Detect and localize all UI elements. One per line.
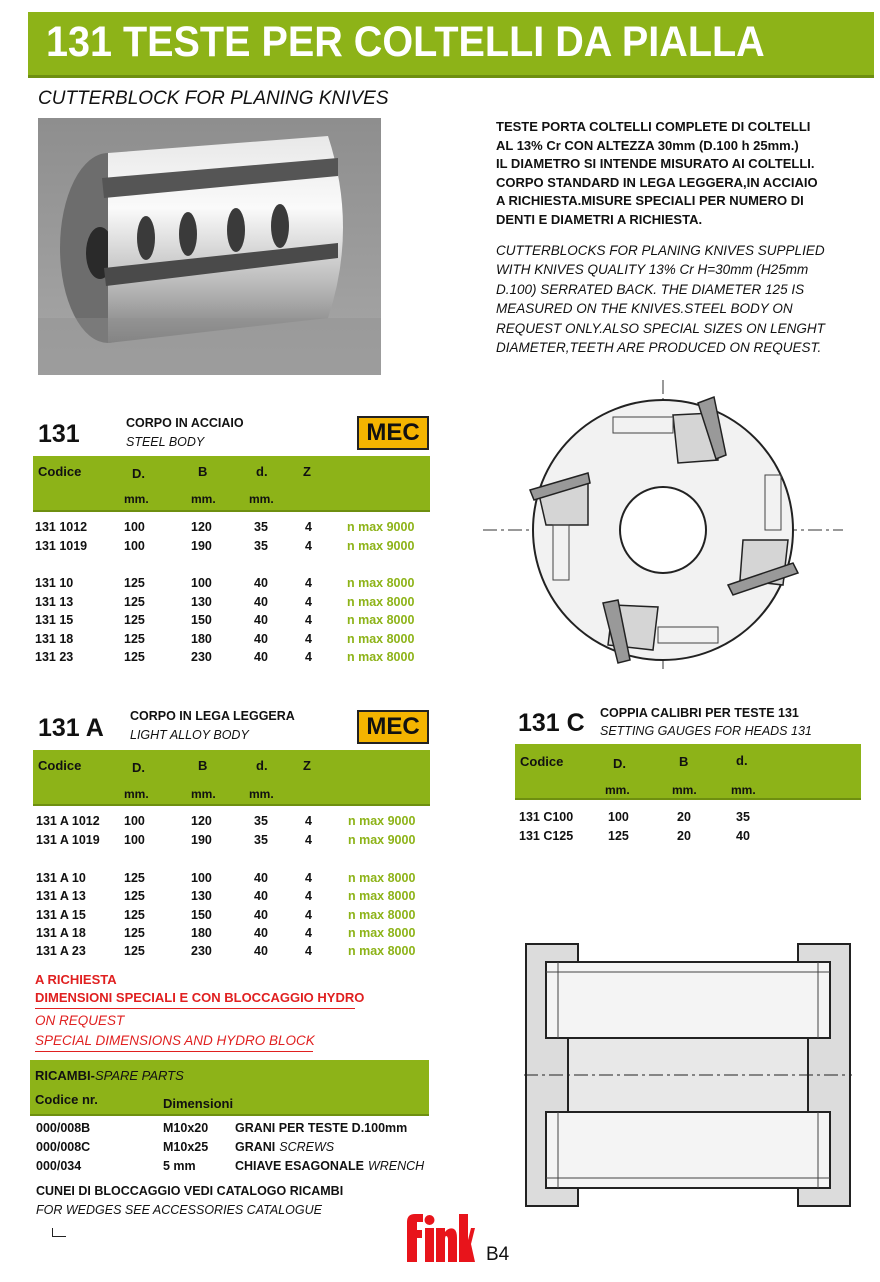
table-row	[0, 539, 860, 557]
col-dimensions: Dimensioni	[163, 1096, 234, 1111]
unit-diameter: mm.	[124, 492, 149, 506]
section-131a-code: 131 A	[38, 714, 104, 742]
cell-value: 35	[254, 833, 268, 847]
cell-code: 131 13	[35, 595, 74, 609]
cell-value: 4	[305, 520, 312, 534]
cell-code: 131 A 23	[36, 944, 86, 958]
cell-value: 40	[254, 944, 268, 958]
cell-value: 125	[124, 595, 145, 609]
cell-desc-en: SCREWS	[279, 1140, 335, 1154]
cell-max-speed: n max 9000	[348, 814, 416, 828]
section-131a-body-en: LIGHT ALLOY BODY	[130, 728, 249, 742]
spare-parts-header	[30, 1060, 429, 1116]
cell-max-speed: n max 8000	[348, 944, 416, 958]
table-row	[0, 650, 860, 668]
section-131c-code: 131 C	[518, 709, 585, 737]
cell-value: 100	[124, 814, 145, 828]
section-131a-table-header	[33, 750, 430, 806]
cell-value: 125	[124, 926, 145, 940]
cell-code: 131 A 18	[36, 926, 86, 940]
cell-desc-en: WRENCH	[367, 1159, 425, 1173]
cell-description	[235, 1159, 424, 1173]
cell-value: 40	[254, 595, 268, 609]
unit-bore: mm.	[731, 783, 756, 797]
cell-code: 131 15	[35, 613, 74, 627]
cell-desc-it: GRANI	[235, 1140, 276, 1154]
product-photo	[38, 118, 381, 375]
unit-width: mm.	[191, 492, 216, 506]
page-subtitle: CUTTERBLOCK FOR PLANING KNIVES	[38, 88, 389, 109]
cell-code: 131 1012	[35, 520, 88, 534]
cell-dim: M10x25	[163, 1140, 209, 1154]
cell-value: 180	[191, 632, 212, 646]
cell-value: 125	[124, 871, 145, 885]
description-line: A RICHIESTA.MISURE SPECIALI PER NUMERO DI	[496, 193, 804, 209]
cell-code: 131 C125	[519, 829, 574, 843]
cell-desc-it: CHIAVE ESAGONALE	[235, 1159, 364, 1173]
divider	[35, 1051, 313, 1052]
cell-value: 125	[124, 944, 145, 958]
cell-value: 180	[191, 926, 212, 940]
col-width: B	[198, 464, 208, 479]
cell-value: 150	[191, 613, 212, 627]
spare-parts-title-en: SPARE PARTS	[94, 1068, 184, 1083]
unit-bore: mm.	[249, 492, 274, 506]
cell-value: 35	[254, 814, 268, 828]
cell-code: 131 10	[35, 576, 74, 590]
cell-value: 4	[305, 650, 312, 664]
table-row	[0, 632, 860, 650]
cell-code: 131 A 15	[36, 908, 86, 922]
on-request-en-2: SPECIAL DIMENSIONS AND HYDRO BLOCK	[35, 1033, 315, 1048]
description-line: CUTTERBLOCKS FOR PLANING KNIVES SUPPLIED	[496, 243, 825, 258]
cell-code: 131 23	[35, 650, 74, 664]
cell-description	[235, 1121, 411, 1135]
cell-value: 4	[305, 944, 312, 958]
cell-value: 120	[191, 814, 212, 828]
cell-value: 40	[254, 889, 268, 903]
cell-value: 125	[124, 889, 145, 903]
cell-code: 000/008C	[36, 1140, 91, 1154]
cell-value: 100	[124, 833, 145, 847]
section-131c-table-header	[515, 744, 861, 800]
cell-value: 125	[124, 576, 145, 590]
cell-desc-it: GRANI PER TESTE D.100mm	[235, 1121, 408, 1135]
page-number: B4	[486, 1244, 510, 1265]
wedges-note-en: FOR WEDGES SEE ACCESSORIES CATALOGUE	[36, 1203, 322, 1217]
cell-code: 131 18	[35, 632, 74, 646]
cell-value: 35	[736, 810, 750, 824]
table-row	[0, 829, 860, 847]
corner-mark	[52, 1228, 53, 1237]
section-131-code: 131	[38, 420, 80, 448]
col-width: B	[198, 758, 208, 773]
cell-value: 40	[254, 613, 268, 627]
cell-code: 000/034	[36, 1159, 82, 1173]
cell-value: 4	[305, 576, 312, 590]
cell-value: 130	[191, 889, 212, 903]
cell-code: 131 A 13	[36, 889, 86, 903]
col-diameter: D.	[132, 466, 145, 481]
table-row	[0, 613, 860, 631]
table-row	[0, 889, 860, 907]
col-bore: d.	[256, 758, 268, 773]
unit-diameter: mm.	[124, 787, 149, 801]
unit-width: mm.	[191, 787, 216, 801]
unit-width: mm.	[672, 783, 697, 797]
wedges-note-it: CUNEI DI BLOCCAGGIO VEDI CATALOGO RICAMBI	[36, 1184, 344, 1198]
cell-value: 125	[608, 829, 629, 843]
section-131c-title-en: SETTING GAUGES FOR HEADS 131	[600, 724, 812, 738]
cell-code: 131 A 10	[36, 871, 86, 885]
col-code: Codice nr.	[35, 1092, 98, 1107]
cell-code: 131 A 1012	[36, 814, 100, 828]
cell-max-speed: n max 8000	[348, 871, 416, 885]
cell-code: 131 1019	[35, 539, 88, 553]
cell-value: 40	[254, 926, 268, 940]
mec-badge: MEC	[357, 416, 429, 450]
cell-max-speed: n max 8000	[347, 595, 415, 609]
spare-parts-title	[35, 1068, 184, 1083]
cell-max-speed: n max 8000	[347, 632, 415, 646]
table-row	[0, 576, 860, 594]
spare-parts-title-it: RICAMBI-	[35, 1068, 95, 1083]
page-title: 131 TESTE PER COLTELLI DA PIALLA	[46, 18, 765, 66]
table-row	[0, 520, 860, 538]
col-diameter: D.	[132, 760, 145, 775]
page-header-bar	[28, 12, 874, 78]
section-131a-body-it: CORPO IN LEGA LEGGERA	[130, 709, 295, 723]
unit-bore: mm.	[249, 787, 274, 801]
cell-value: 4	[305, 539, 312, 553]
description-english	[496, 241, 836, 357]
description-line: TESTE PORTA COLTELLI COMPLETE DI COLTELLI	[496, 119, 811, 134]
cell-max-speed: n max 8000	[347, 650, 415, 664]
cutterblock-side-drawing	[524, 942, 852, 1208]
cell-max-speed: n max 8000	[347, 613, 415, 627]
col-code: Codice	[38, 758, 82, 773]
spare-part-row	[0, 1140, 500, 1158]
description-line: DENTI E DIAMETRI A RICHIESTA.	[496, 211, 703, 227]
unit-diameter: mm.	[605, 783, 630, 797]
description-line: CORPO STANDARD IN LEGA LEGGERA,IN ACCIAIO	[496, 174, 818, 190]
cell-value: 20	[677, 810, 691, 824]
table-row	[0, 810, 860, 828]
on-request-en-1: ON REQUEST	[35, 1013, 125, 1028]
col-width: B	[679, 754, 689, 769]
cell-value: 100	[191, 576, 212, 590]
on-request-it-1: A RICHIESTA	[35, 972, 117, 987]
section-131c-title-it: COPPIA CALIBRI PER TESTE 131	[600, 706, 799, 720]
description-italian	[496, 118, 836, 230]
cell-max-speed: n max 8000	[348, 889, 416, 903]
cell-value: 190	[191, 539, 212, 553]
cell-value: 4	[305, 595, 312, 609]
cell-value: 125	[124, 908, 145, 922]
cell-value: 100	[124, 539, 145, 553]
col-teeth: Z	[303, 758, 311, 773]
cell-description	[235, 1140, 334, 1154]
col-code: Codice	[520, 754, 564, 769]
cell-value: 190	[191, 833, 212, 847]
cell-value: 100	[608, 810, 629, 824]
cell-value: 4	[305, 632, 312, 646]
col-bore: d.	[256, 464, 268, 479]
cell-code: 000/008B	[36, 1121, 91, 1135]
cell-max-speed: n max 8000	[347, 576, 415, 590]
cell-value: 4	[305, 613, 312, 627]
cell-value: 40	[254, 576, 268, 590]
on-request-it-2: DIMENSIONI SPECIALI E CON BLOCCAGGIO HYDRO	[35, 990, 365, 1005]
brand-logo	[405, 1212, 475, 1264]
description-line: DIAMETER,TEETH ARE PRODUCED ON REQUEST.	[496, 340, 822, 356]
cell-value: 40	[254, 908, 268, 922]
cell-value: 100	[124, 520, 145, 534]
spare-part-row	[0, 1159, 500, 1177]
cell-dim: 5 mm	[163, 1159, 196, 1173]
cell-max-speed: n max 9000	[347, 539, 415, 553]
cell-value: 35	[254, 539, 268, 553]
cell-value: 40	[736, 829, 750, 843]
cell-value: 150	[191, 908, 212, 922]
cell-value: 4	[305, 908, 312, 922]
col-diameter: D.	[613, 756, 626, 771]
description-line: REQUEST ONLY.ALSO SPECIAL SIZES ON LENGHT	[496, 320, 825, 336]
cell-max-speed: n max 8000	[348, 908, 416, 922]
cell-value: 230	[191, 650, 212, 664]
section-131-table-header	[33, 456, 430, 512]
table-row	[0, 908, 860, 926]
description-line: WITH KNIVES QUALITY 13% Cr H=30mm (H25mm	[496, 262, 809, 278]
col-code: Codice	[38, 464, 82, 479]
cell-value: 40	[254, 632, 268, 646]
mec-badge: MEC	[357, 710, 429, 744]
cell-value: 40	[254, 650, 268, 664]
description-line: AL 13% Cr CON ALTEZZA 30mm (D.100 h 25mm.)	[496, 137, 799, 153]
table-row	[0, 871, 860, 889]
cell-value: 4	[305, 833, 312, 847]
section-131-body-en: STEEL BODY	[126, 435, 205, 449]
cell-value: 4	[305, 871, 312, 885]
cell-code: 131 C100	[519, 810, 574, 824]
cell-max-speed: n max 8000	[348, 926, 416, 940]
cell-max-speed: n max 9000	[347, 520, 415, 534]
corner-mark	[52, 1236, 66, 1237]
cell-value: 120	[191, 520, 212, 534]
section-131-body-it: CORPO IN ACCIAIO	[126, 416, 244, 430]
cell-value: 130	[191, 595, 212, 609]
table-row	[0, 595, 860, 613]
cell-value: 230	[191, 944, 212, 958]
cell-value: 4	[305, 926, 312, 940]
col-teeth: Z	[303, 464, 311, 479]
description-line: IL DIAMETRO SI INTENDE MISURATO AI COLTELLI.	[496, 156, 815, 172]
cell-value: 125	[124, 613, 145, 627]
cell-code: 131 A 1019	[36, 833, 100, 847]
cell-dim: M10x20	[163, 1121, 209, 1135]
cell-value: 125	[124, 632, 145, 646]
cell-value: 100	[191, 871, 212, 885]
cell-value: 35	[254, 520, 268, 534]
description-line: MEASURED ON THE KNIVES.STEEL BODY ON	[496, 301, 793, 317]
divider	[35, 1008, 355, 1009]
col-bore: d.	[736, 753, 748, 768]
cell-value: 125	[124, 650, 145, 664]
cell-value: 4	[305, 889, 312, 903]
cell-value: 40	[254, 871, 268, 885]
description-line: D.100) SERRATED BACK. THE DIAMETER 125 IS	[496, 281, 805, 297]
cell-value: 20	[677, 829, 691, 843]
spare-part-row	[0, 1121, 500, 1139]
cell-value: 4	[305, 814, 312, 828]
cell-max-speed: n max 9000	[348, 833, 416, 847]
